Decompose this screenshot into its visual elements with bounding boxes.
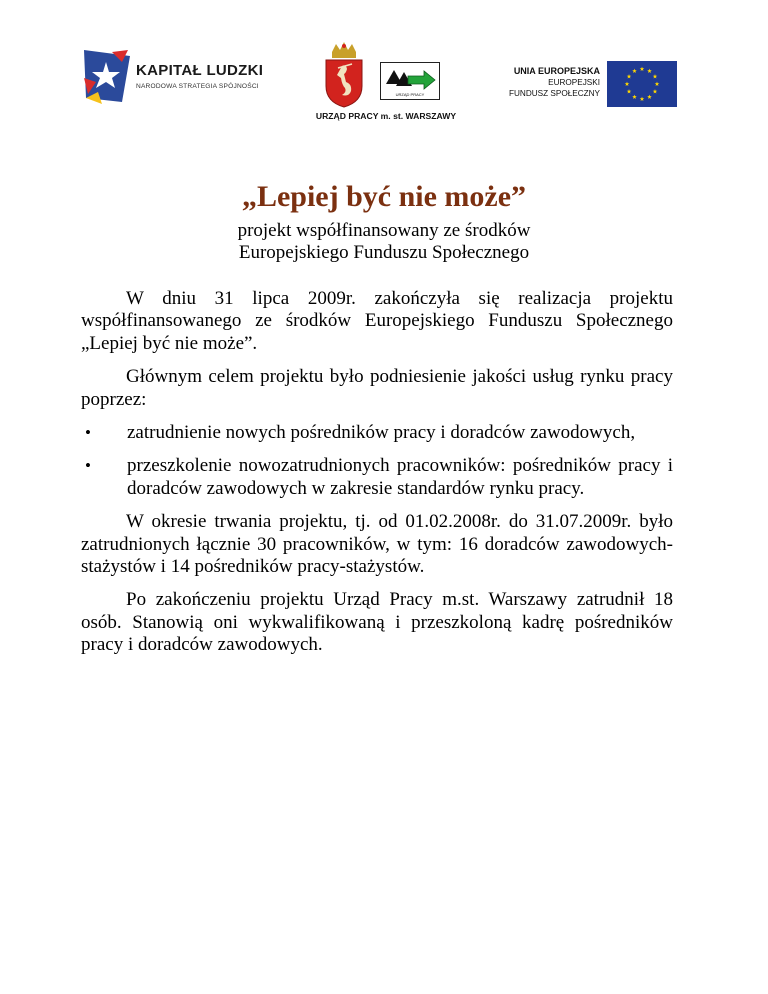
paragraph-4: Po zakończeniu projektu Urząd Pracy m.st. Warszawy zatrudnił 18 osób. Stanowią oni wykwalifikowaną i przeszkoloną kadrę pośredników pracy i doradców zawodowych. bbox=[81, 589, 673, 656]
paragraph-2: Głównym celem projektu było podniesienie jakości usług rynku pracy poprzez: bbox=[81, 366, 673, 410]
bullet-icon: • bbox=[85, 456, 91, 476]
eu-line-3: FUNDUSZ SPOŁECZNY bbox=[509, 89, 600, 98]
eu-logo-text bbox=[476, 66, 600, 99]
subtitle-line-2: Europejskiego Funduszu Społecznego bbox=[238, 242, 530, 263]
list-item-text: przeszkolenie nowozatrudnionych pracowników: pośredników pracy i doradców zawodowych w zakresie standardów rynku pracy. bbox=[127, 455, 673, 499]
eu-line-1: UNIA EUROPEJSKA bbox=[513, 66, 600, 76]
list-item-text: zatrudnienie nowych pośredników pracy i doradców zawodowych, bbox=[127, 422, 636, 444]
kapital-ludzki-subtitle: NARODOWA STRATEGIA SPÓJNOŚCI bbox=[136, 83, 259, 90]
urzad-pracy-logo-text: URZĄD PRACY bbox=[395, 92, 425, 97]
kapital-ludzki-logo bbox=[82, 48, 282, 108]
list-item bbox=[81, 422, 673, 444]
urzad-pracy-logo-icon bbox=[380, 62, 440, 100]
goal-list bbox=[81, 422, 673, 500]
paragraph-1: W dniu 31 lipca 2009r. zakończyła się realizacja projektu współfinansowanego ze środków Europejskiego Funduszu Społecznego „Lepiej być nie może”. bbox=[81, 288, 673, 354]
list-item bbox=[81, 455, 673, 500]
warsaw-crest-icon bbox=[322, 42, 366, 108]
document-title: „Lepiej być nie może” bbox=[241, 180, 527, 213]
paragraph-3: W okresie trwania projektu, tj. od 01.02.2008r. do 31.07.2009r. było zatrudnionych łącznie 30 pracowników, w tym: 16 doradców zawodowych-stażystów i 14 pośredników pracy-stażystów. bbox=[81, 511, 673, 578]
eu-line-2: EUROPEJSKI bbox=[548, 78, 600, 87]
kapital-ludzki-title: KAPITAŁ LUDZKI bbox=[136, 62, 264, 79]
urzad-pracy-caption: URZĄD PRACY m. st. WARSZAWY bbox=[315, 111, 457, 121]
kapital-ludzki-star-icon bbox=[82, 48, 132, 104]
document-body bbox=[81, 288, 673, 668]
bullet-icon: • bbox=[85, 423, 91, 443]
subtitle-line-1: projekt współfinansowany ze środków bbox=[237, 220, 531, 241]
eu-flag-icon bbox=[607, 61, 677, 107]
document-subtitle bbox=[0, 220, 768, 264]
